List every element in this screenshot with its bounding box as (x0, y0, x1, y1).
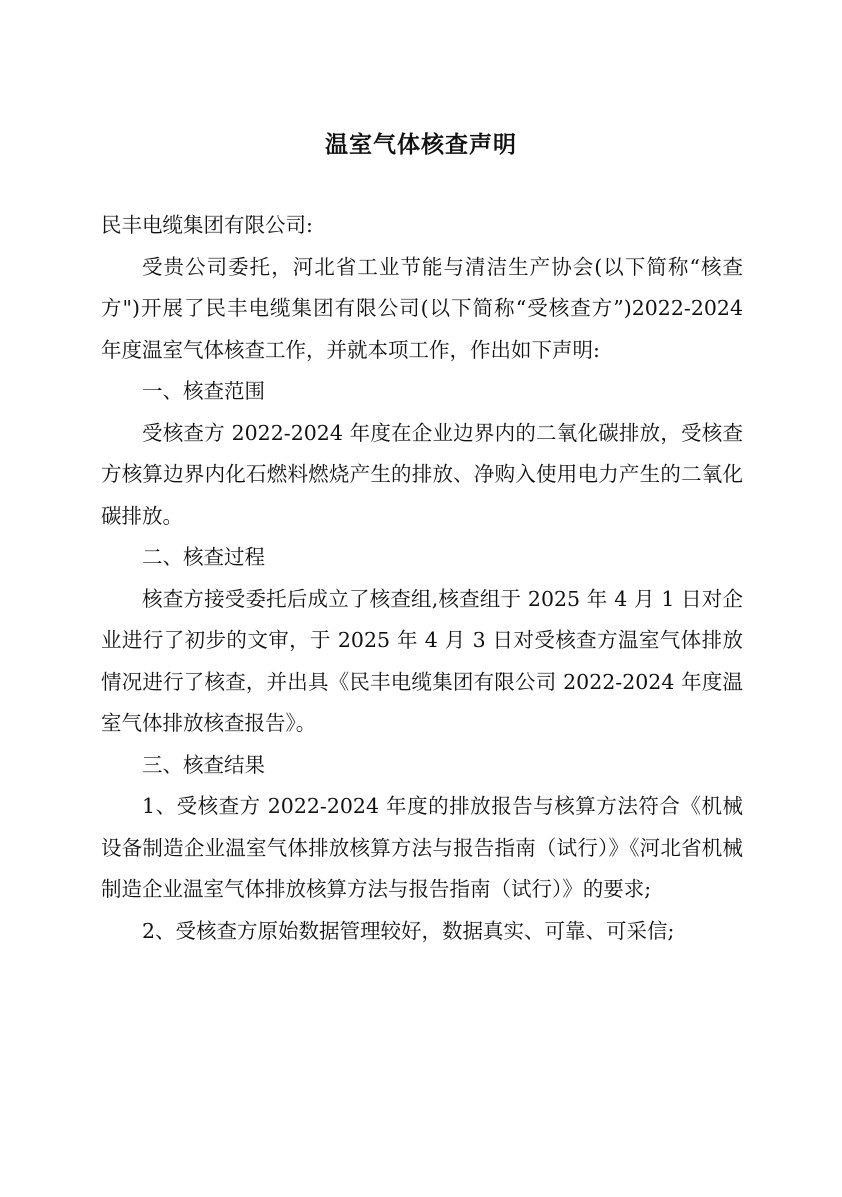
result-item-2: 2、受核查方原始数据管理较好，数据真实、可靠、可采信; (142, 918, 675, 943)
result-item-1: 1、受核查方 2022-2024 年度的排放报告与核算方法符合《机械设备制造企业温室气体排放核算方法与报告指南（试行）》《河北省机械制造企业温室气体排放核算方法与报告指南（试行）》的要求; (101, 794, 743, 901)
section-heading-results: 三、核查结果 (142, 752, 265, 777)
process-paragraph: 核查方接受委托后成立了核查组,核查组于 2025 年 4 月 1 日对企业进行了初步的文审，于 2025 年 4 月 3 日对受核查方温室气体排放情况进行了核查，并出具《民丰电缆集团有限公司 2022-2024 年度温室气体排放核查报告》。 (101, 586, 743, 735)
scope-paragraph: 受核查方 2022-2024 年度在企业边界内的二氧化碳排放，受核查方核算边界内化石燃料燃烧产生的排放、净购入使用电力产生的二氧化碳排放。 (101, 420, 743, 528)
intro-paragraph: 受贵公司委托，河北省工业节能与清洁生产协会(以下简称“核查方")开展了民丰电缆集团有限公司(以下简称“受核查方”)2022-2024 年度温室气体核查工作，并就本项工作，作出如下声明: (101, 254, 743, 362)
section-heading-scope: 一、核查范围 (142, 379, 265, 403)
addressee: 民丰电缆集团有限公司: (101, 213, 313, 237)
document-body (101, 205, 743, 952)
section-heading-process: 二、核查过程 (142, 545, 265, 569)
document-title: 温室气体核查声明 (325, 132, 517, 158)
